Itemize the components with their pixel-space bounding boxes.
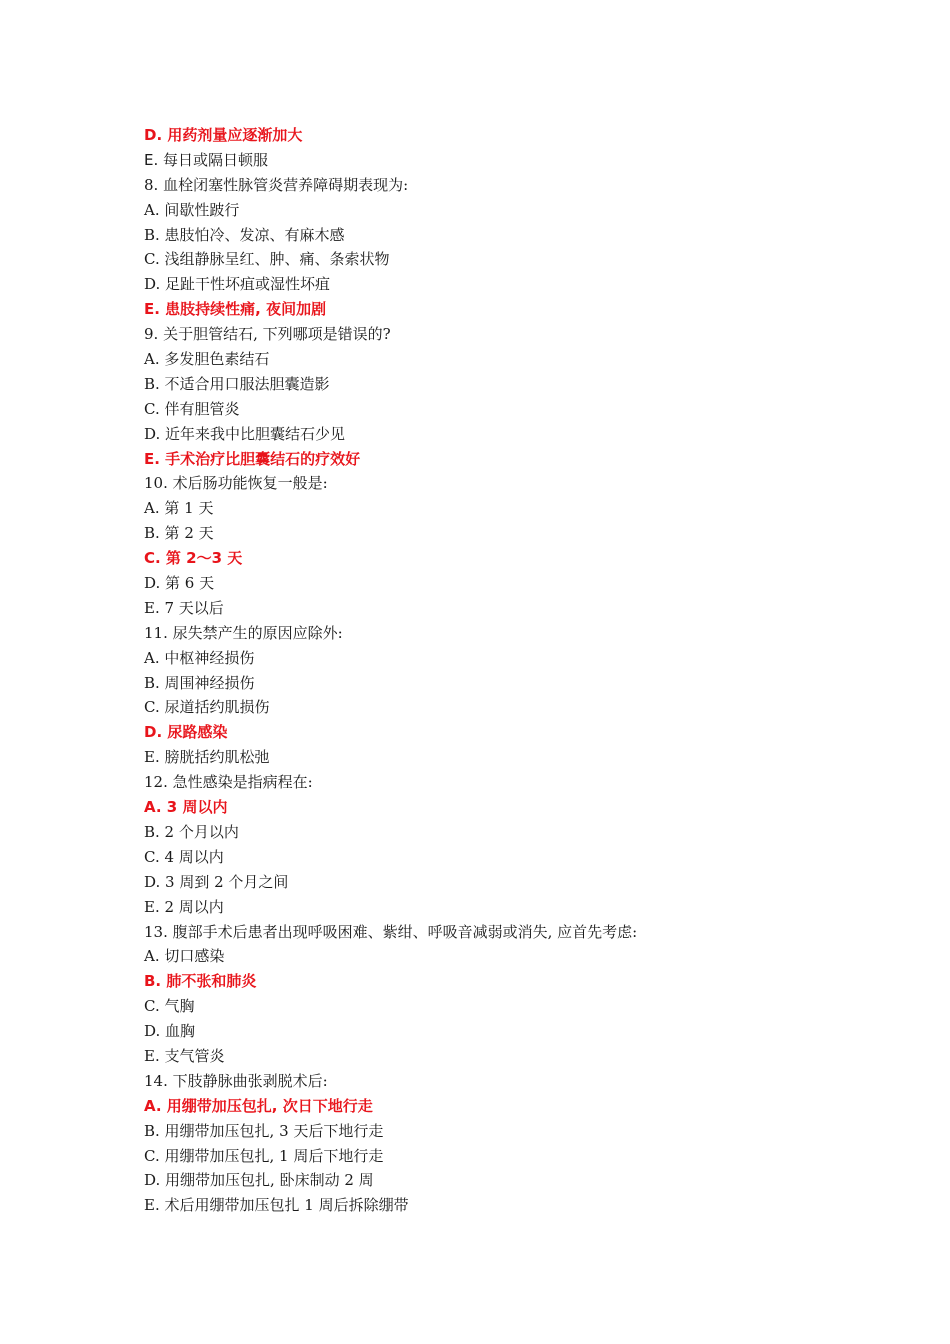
text-line: B. 第 2 天 xyxy=(144,524,214,543)
text-line: A. 多发胆色素结石 xyxy=(144,350,270,369)
text-line: 12. 急性感染是指病程在: xyxy=(144,773,313,792)
answer-line: A. 3 周以内 xyxy=(144,798,228,817)
text-line: B. 不适合用口服法胆囊造影 xyxy=(144,374,330,393)
text-line: B. 用绷带加压包扎, 3 天后下地行走 xyxy=(144,1121,384,1140)
answer-line: D. 尿路感染 xyxy=(144,723,228,742)
answer-line: E. 患肢持续性痛, 夜间加剧 xyxy=(144,300,327,319)
text-line: C. 用绷带加压包扎, 1 周后下地行走 xyxy=(144,1146,384,1165)
text-line: E. 7 天以后 xyxy=(144,598,224,617)
text-line: D. 足趾干性坏疽或湿性坏疽 xyxy=(144,275,331,294)
text-line: E. 每日或隔日顿服 xyxy=(144,150,269,169)
text-line: 14. 下肢静脉曲张剥脱术后: xyxy=(144,1071,328,1090)
text-line: E. 支气管炎 xyxy=(144,1046,225,1065)
document-page xyxy=(144,123,844,1218)
text-line: A. 切口感染 xyxy=(144,947,225,966)
text-line: C. 浅组静脉呈红、肿、痛、条索状物 xyxy=(144,250,390,269)
answer-line: C. 第 2～3 天 xyxy=(144,549,243,568)
text-line: C. 伴有胆管炎 xyxy=(144,399,240,418)
text-line: 11. 尿失禁产生的原因应除外: xyxy=(144,623,343,642)
text-line: D. 血胸 xyxy=(144,1022,196,1041)
text-line: D. 第 6 天 xyxy=(144,574,215,593)
answer-line: A. 用绷带加压包扎, 次日下地行走 xyxy=(144,1096,373,1115)
text-line: C. 尿道括约肌损伤 xyxy=(144,698,270,717)
text-line: E. 2 周以内 xyxy=(144,897,224,916)
text-line: A. 间歇性跛行 xyxy=(144,200,240,219)
text-line: D. 用绷带加压包扎, 卧床制动 2 周 xyxy=(144,1171,374,1190)
text-line: C. 气胸 xyxy=(144,997,195,1016)
answer-line: D. 用药剂量应逐渐加大 xyxy=(144,126,303,144)
text-line: B. 患肢怕冷、发凉、有麻木感 xyxy=(144,225,345,244)
text-line: 10. 术后肠功能恢复一般是: xyxy=(144,474,328,493)
answer-line: E. 手术治疗比胆囊结石的疗效好 xyxy=(144,449,361,468)
text-line: E. 膀胱括约肌松弛 xyxy=(144,748,270,767)
text-line: D. 近年来我中比胆囊结石少见 xyxy=(144,424,346,443)
text-line: B. 周围神经损伤 xyxy=(144,673,255,692)
text-line: A. 中枢神经损伤 xyxy=(144,648,255,667)
text-line: 9. 关于胆管结石, 下列哪项是错误的? xyxy=(144,325,391,344)
text-line: B. 2 个月以内 xyxy=(144,822,239,841)
text-line: D. 3 周到 2 个月之间 xyxy=(144,872,289,891)
text-line: 13. 腹部手术后患者出现呼吸困难、紫绀、呼吸音减弱或消失, 应首先考虑: xyxy=(144,922,638,941)
answer-line: B. 肺不张和肺炎 xyxy=(144,972,257,991)
text-line: 8. 血栓闭塞性脉管炎营养障碍期表现为: xyxy=(144,175,409,194)
text-line: A. 第 1 天 xyxy=(144,499,214,518)
text-line: C. 4 周以内 xyxy=(144,847,224,866)
text-line: E. 术后用绷带加压包扎 1 周后拆除绷带 xyxy=(144,1196,409,1215)
